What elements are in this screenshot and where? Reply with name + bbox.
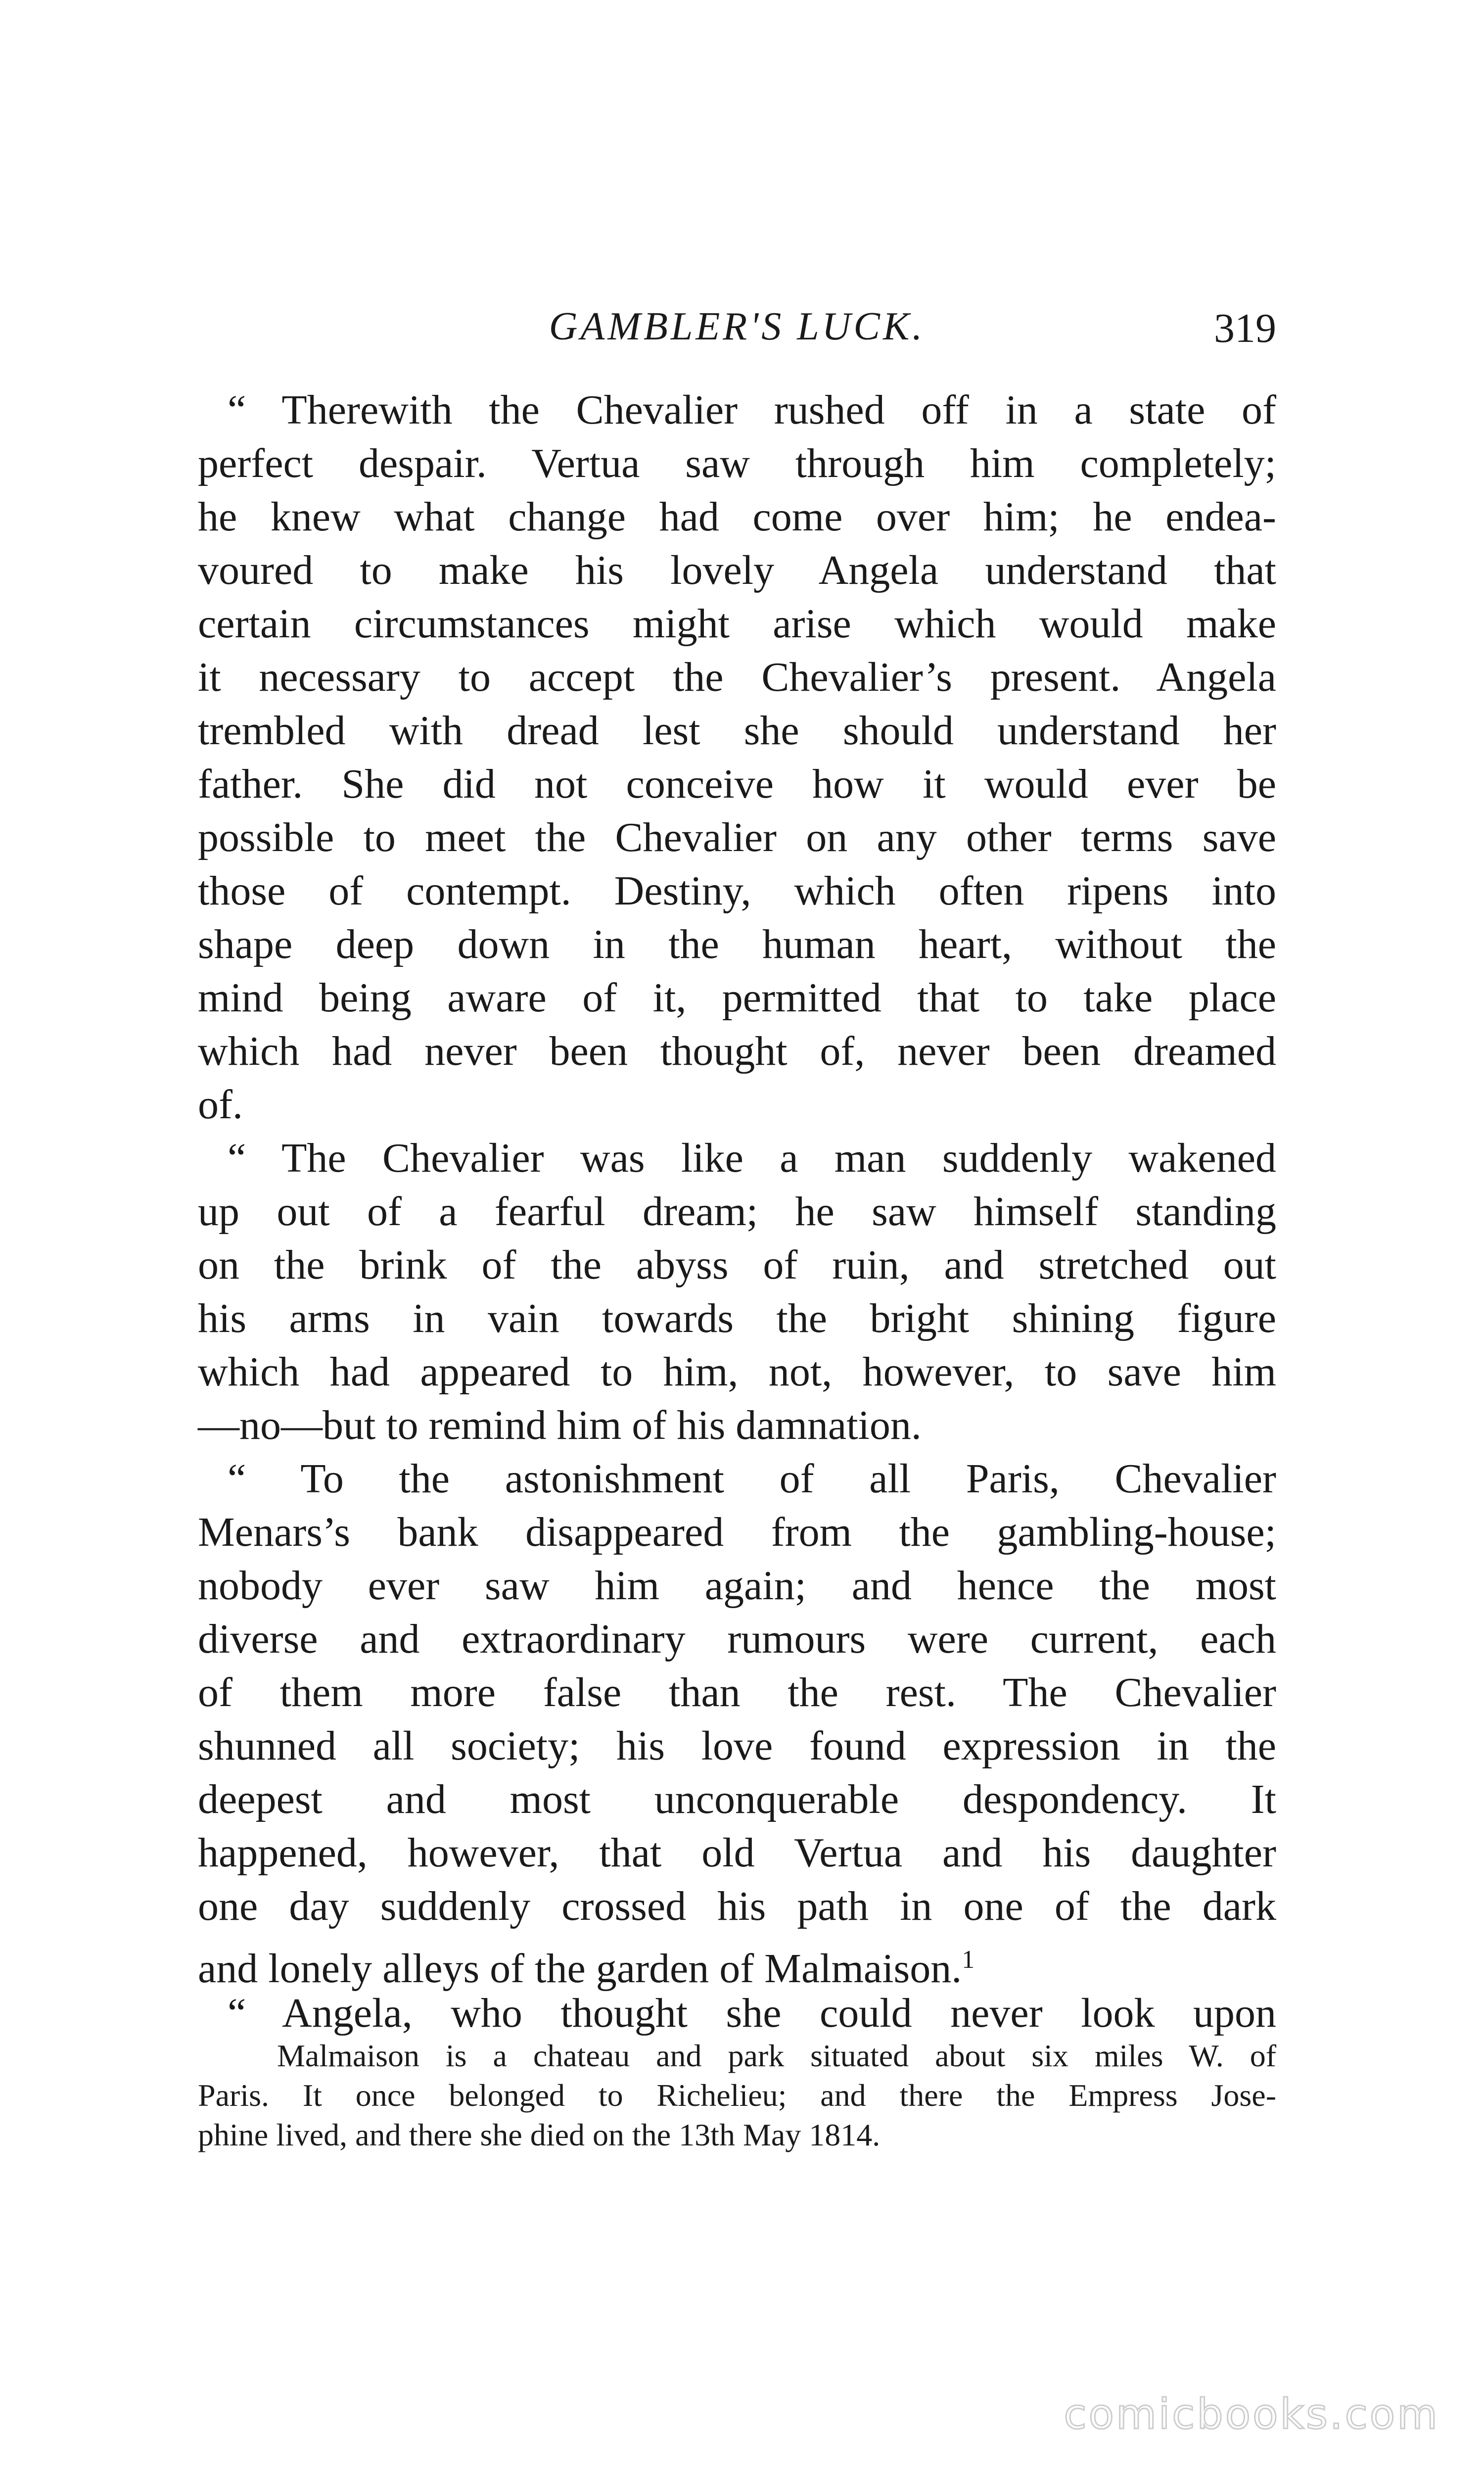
text-line: trembled with dread lest she should understand her — [198, 708, 1276, 754]
text-line: of. — [198, 1082, 243, 1128]
text-line: one day suddenly crossed his path in one of the dark — [198, 1883, 1276, 1929]
text-line: —no—but to remind him of his damnation. — [198, 1402, 922, 1448]
text-line: of them more false than the rest. The Chevalier — [198, 1669, 1276, 1715]
text-line: which had appeared to him, not, however, to save him — [198, 1349, 1276, 1395]
text-line-with-footnote-ref — [198, 1933, 1276, 1992]
body-text — [198, 383, 1276, 2040]
footnote — [198, 2036, 1276, 2155]
text-line: those of contempt. Destiny, which often ripens into — [198, 868, 1276, 914]
text-line: perfect despair. Vertua saw through him completely; — [198, 440, 1276, 486]
text-line: happened, however, that old Vertua and his daughter — [198, 1830, 1276, 1876]
footnote-line: Malmaison is a chateau and park situated about six miles W. of — [277, 2038, 1276, 2073]
text-line: shape deep down in the human heart, without the — [198, 921, 1276, 967]
text-line: which had never been thought of, never been dreamed — [198, 1028, 1276, 1074]
page-number: 319 — [1214, 305, 1276, 351]
footnote-reference: 1 — [962, 1946, 975, 1974]
text-line: voured to make his lovely Angela understand that — [198, 547, 1276, 593]
text-line: it necessary to accept the Chevalier’s present. Angela — [198, 654, 1276, 700]
text-line: certain circumstances might arise which would make — [198, 601, 1276, 647]
text-line: his arms in vain towards the bright shining figure — [198, 1295, 1276, 1341]
text-line: nobody ever saw him again; and hence the most — [198, 1563, 1276, 1609]
footnote-line: phine lived, and there she died on the 13th May 1814. — [198, 2117, 881, 2152]
text-line: he knew what change had come over him; he endea- — [198, 494, 1276, 540]
text-line: on the brink of the abyss of ruin, and stretched out — [198, 1242, 1276, 1288]
running-title: GAMBLER'S LUCK. — [549, 305, 926, 348]
text-line: possible to meet the Chevalier on any other terms save — [198, 814, 1276, 860]
text-line: diverse and extraordinary rumours were current, each — [198, 1616, 1276, 1662]
watermark: comicbooks.com — [1064, 2390, 1439, 2438]
text-line: “ Therewith the Chevalier rushed off in a state of — [228, 387, 1276, 433]
text-line: mind being aware of it, permitted that to take place — [198, 975, 1276, 1021]
running-head — [198, 304, 1276, 359]
text-line: shunned all society; his love found expression in the — [198, 1723, 1276, 1769]
text-line: up out of a fearful dream; he saw himself standing — [198, 1189, 1276, 1235]
text-line: Menars’s bank disappeared from the gambling-house; — [198, 1509, 1276, 1555]
text-line: “ The Chevalier was like a man suddenly wakened — [228, 1135, 1276, 1181]
text-line: “ To the astonishment of all Paris, Chevalier — [228, 1456, 1276, 1502]
text-line: and lonely alleys of the garden of Malmaison. — [198, 1946, 962, 1992]
footnote-line: Paris. It once belonged to Richelieu; and there the Empress Jose- — [198, 2078, 1276, 2113]
text-line: deepest and most unconquerable despondency. It — [198, 1776, 1276, 1822]
text-line: father. She did not conceive how it would ever be — [198, 761, 1276, 807]
text-line: “ Angela, who thought she could never look upon — [228, 1990, 1276, 2036]
